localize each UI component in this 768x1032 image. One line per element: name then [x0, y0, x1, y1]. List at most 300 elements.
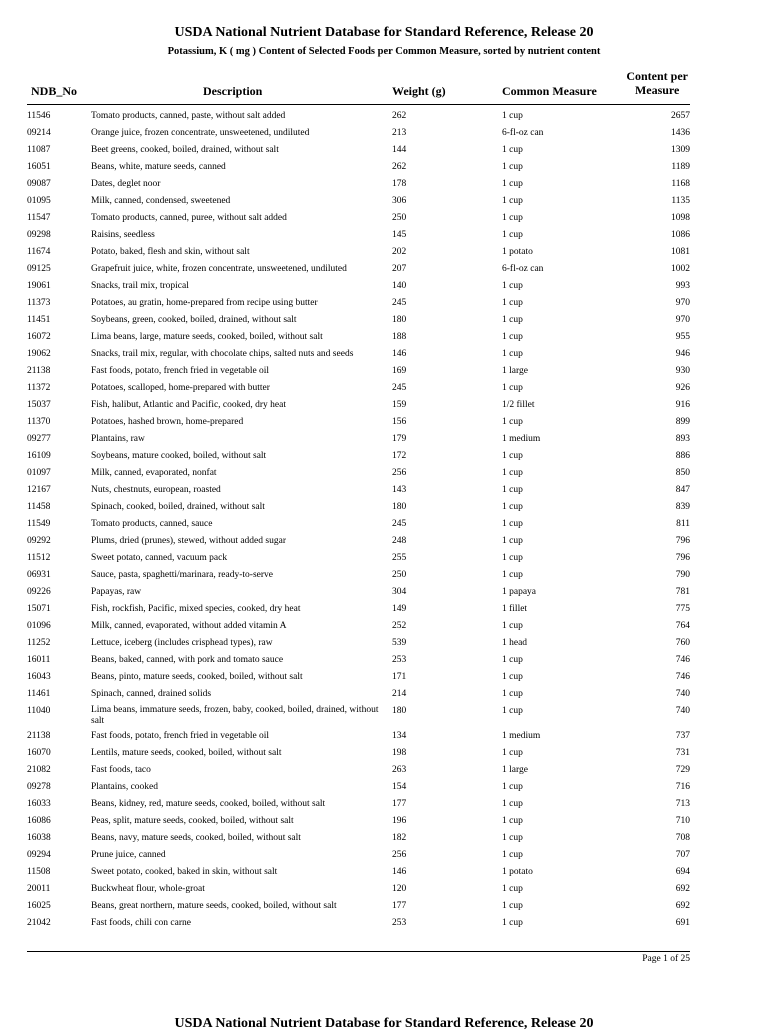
table-row	[0, 745, 768, 762]
content-cell: 694	[675, 867, 690, 877]
ndb-no-cell: 11372	[27, 383, 51, 393]
content-cell: 970	[675, 315, 690, 325]
table-row	[0, 915, 768, 932]
column-header-description: Description	[203, 84, 263, 98]
ndb-no-cell: 01097	[27, 468, 51, 478]
weight-cell: 144	[392, 145, 407, 155]
description-cell: Beans, kidney, red, mature seeds, cooked, boiled, without salt	[91, 799, 326, 809]
content-cell: 1309	[671, 145, 690, 155]
content-cell: 692	[675, 884, 690, 894]
table-row	[0, 210, 768, 227]
content-cell: 764	[675, 621, 690, 631]
ndb-no-cell: 09125	[27, 264, 51, 274]
description-cell: Soybeans, green, cooked, boiled, drained, without salt	[91, 315, 297, 325]
table-row	[0, 176, 768, 193]
content-cell: 946	[675, 349, 690, 359]
table-row	[0, 312, 768, 329]
content-cell: 746	[675, 655, 690, 665]
description-cell: Spinach, canned, drained solids	[91, 689, 212, 699]
header-divider	[27, 104, 690, 105]
page-subtitle: Potassium, K ( mg ) Content of Selected Foods per Common Measure, sorted by nutrient content	[167, 46, 601, 57]
ndb-no-cell: 09292	[27, 536, 51, 546]
description-cell: Plantains, raw	[91, 434, 145, 444]
ndb-no-cell: 11508	[27, 867, 51, 877]
content-cell: 899	[675, 417, 690, 427]
table-row	[0, 652, 768, 669]
description-cell: Beans, great northern, mature seeds, cooked, boiled, without salt	[91, 901, 337, 911]
description-cell: Papayas, raw	[91, 587, 142, 597]
description-cell: Plums, dried (prunes), stewed, without added sugar	[91, 536, 286, 546]
table-row	[0, 244, 768, 261]
common-measure-cell: 1 cup	[502, 621, 523, 631]
weight-cell: 180	[392, 315, 407, 325]
description-cell: Snacks, trail mix, tropical	[91, 281, 189, 291]
column-header-content-line1: Content per	[626, 69, 688, 83]
ndb-no-cell: 16086	[27, 816, 51, 826]
description-cell: Raisins, seedless	[91, 230, 155, 240]
common-measure-cell: 1 cup	[502, 816, 523, 826]
description-cell: Potatoes, scalloped, home-prepared with butter	[91, 383, 270, 393]
table-row	[0, 278, 768, 295]
ndb-no-cell: 16109	[27, 451, 51, 461]
ndb-no-cell: 15071	[27, 604, 51, 614]
content-cell: 993	[675, 281, 690, 291]
ndb-no-cell: 01095	[27, 196, 51, 206]
description-cell: Beans, baked, canned, with pork and tomato sauce	[91, 655, 284, 665]
ndb-no-cell: 11451	[27, 315, 51, 325]
table-row	[0, 550, 768, 567]
table-row	[0, 584, 768, 601]
content-cell: 926	[675, 383, 690, 393]
description-cell: Lima beans, immature seeds, frozen, baby, cooked, boiled, drained, without salt	[91, 705, 379, 726]
description-cell: Milk, canned, condensed, sweetened	[91, 196, 231, 206]
table-row	[0, 533, 768, 550]
table-row	[0, 380, 768, 397]
weight-cell: 154	[392, 782, 407, 792]
content-cell: 893	[675, 434, 690, 444]
content-cell: 740	[675, 689, 690, 699]
content-cell: 850	[675, 468, 690, 478]
common-measure-cell: 1 cup	[502, 179, 523, 189]
ndb-no-cell: 11087	[27, 145, 51, 155]
weight-cell: 250	[392, 570, 407, 580]
ndb-no-cell: 09214	[27, 128, 51, 138]
common-measure-cell: 1 cup	[502, 706, 523, 716]
description-cell: Potatoes, au gratin, home-prepared from recipe using butter	[91, 298, 318, 308]
table-row	[0, 159, 768, 176]
common-measure-cell: 1 potato	[502, 247, 533, 257]
content-cell: 731	[675, 748, 690, 758]
content-cell: 811	[676, 519, 690, 529]
content-cell: 796	[675, 553, 690, 563]
weight-cell: 253	[392, 918, 407, 928]
description-cell: Tomato products, canned, paste, without salt added	[91, 111, 286, 121]
content-cell: 955	[675, 332, 690, 342]
table-row	[0, 363, 768, 380]
ndb-no-cell: 11461	[27, 689, 51, 699]
ndb-no-cell: 11252	[27, 638, 51, 648]
weight-cell: 143	[392, 485, 407, 495]
description-cell: Soybeans, mature cooked, boiled, without salt	[91, 451, 267, 461]
common-measure-cell: 1 cup	[502, 672, 523, 682]
ndb-no-cell: 09298	[27, 230, 51, 240]
common-measure-cell: 1 cup	[502, 748, 523, 758]
table-row	[0, 346, 768, 363]
table-row	[0, 499, 768, 516]
ndb-no-cell: 06931	[27, 570, 51, 580]
table-row	[0, 669, 768, 686]
common-measure-cell: 1 cup	[502, 799, 523, 809]
weight-cell: 179	[392, 434, 407, 444]
common-measure-cell: 6-fl-oz can	[502, 128, 544, 138]
weight-cell: 169	[392, 366, 407, 376]
content-cell: 796	[675, 536, 690, 546]
description-cell: Nuts, chestnuts, european, roasted	[91, 485, 221, 495]
ndb-no-cell: 15037	[27, 400, 51, 410]
weight-cell: 146	[392, 349, 407, 359]
table-row	[0, 830, 768, 847]
common-measure-cell: 1 cup	[502, 196, 523, 206]
content-cell: 760	[675, 638, 690, 648]
content-cell: 775	[675, 604, 690, 614]
ndb-no-cell: 11674	[27, 247, 51, 257]
content-cell: 1135	[671, 196, 690, 206]
table-row	[0, 193, 768, 210]
common-measure-cell: 1 cup	[502, 281, 523, 291]
content-cell: 930	[675, 366, 690, 376]
weight-cell: 214	[392, 689, 407, 699]
ndb-no-cell: 16072	[27, 332, 51, 342]
content-cell: 729	[675, 765, 690, 775]
weight-cell: 245	[392, 383, 407, 393]
description-cell: Beans, pinto, mature seeds, cooked, boiled, without salt	[91, 672, 303, 682]
content-cell: 2657	[671, 111, 690, 121]
weight-cell: 159	[392, 400, 407, 410]
weight-cell: 256	[392, 850, 407, 860]
common-measure-cell: 1 cup	[502, 570, 523, 580]
common-measure-cell: 1 cup	[502, 298, 523, 308]
ndb-no-cell: 19062	[27, 349, 51, 359]
common-measure-cell: 1 cup	[502, 502, 523, 512]
common-measure-cell: 1 large	[502, 366, 528, 376]
table-row	[0, 703, 768, 728]
ndb-no-cell: 09294	[27, 850, 51, 860]
description-cell: Fish, halibut, Atlantic and Pacific, cooked, dry heat	[91, 400, 286, 410]
ndb-no-cell: 21042	[27, 918, 51, 928]
common-measure-cell: 1 medium	[502, 434, 541, 444]
table-row	[0, 125, 768, 142]
description-cell: Orange juice, frozen concentrate, unsweetened, undiluted	[91, 128, 310, 138]
description-cell: Fish, rockfish, Pacific, mixed species, cooked, dry heat	[91, 604, 301, 614]
content-cell: 1168	[671, 179, 690, 189]
common-measure-cell: 1 cup	[502, 850, 523, 860]
content-cell: 790	[675, 570, 690, 580]
description-cell: Beans, white, mature seeds, canned	[91, 162, 226, 172]
weight-cell: 253	[392, 655, 407, 665]
common-measure-cell: 1 head	[502, 638, 528, 648]
weight-cell: 213	[392, 128, 407, 138]
next-page-title: USDA National Nutrient Database for Standard Reference, Release 20	[174, 1016, 594, 1031]
footer-divider	[27, 951, 690, 952]
weight-cell: 177	[392, 799, 407, 809]
content-cell: 707	[675, 850, 690, 860]
table-row	[0, 601, 768, 618]
nutrient-table-body	[0, 108, 768, 932]
weight-cell: 306	[392, 196, 407, 206]
ndb-no-cell: 16038	[27, 833, 51, 843]
weight-cell: 198	[392, 748, 407, 758]
table-row	[0, 762, 768, 779]
content-cell: 1189	[671, 162, 690, 172]
weight-cell: 202	[392, 247, 407, 257]
description-cell: Dates, deglet noor	[91, 179, 161, 189]
ndb-no-cell: 11512	[27, 553, 51, 563]
content-cell: 970	[675, 298, 690, 308]
common-measure-cell: 1 cup	[502, 655, 523, 665]
common-measure-cell: 1 cup	[502, 145, 523, 155]
common-measure-cell: 1 cup	[502, 349, 523, 359]
page-number: Page 1 of 25	[642, 954, 690, 964]
table-row	[0, 847, 768, 864]
weight-cell: 207	[392, 264, 407, 274]
ndb-no-cell: 09226	[27, 587, 51, 597]
ndb-no-cell: 11546	[27, 111, 51, 121]
ndb-no-cell: 16033	[27, 799, 51, 809]
weight-cell: 180	[392, 706, 407, 716]
table-row	[0, 635, 768, 652]
description-cell: Beet greens, cooked, boiled, drained, without salt	[91, 145, 279, 155]
common-measure-cell: 1 cup	[502, 468, 523, 478]
weight-cell: 182	[392, 833, 407, 843]
common-measure-cell: 1 cup	[502, 782, 523, 792]
common-measure-cell: 1/2 fillet	[502, 400, 535, 410]
table-row	[0, 261, 768, 278]
description-cell: Sweet potato, canned, vacuum pack	[91, 553, 228, 563]
ndb-no-cell: 11370	[27, 417, 51, 427]
weight-cell: 178	[392, 179, 407, 189]
table-row	[0, 779, 768, 796]
description-cell: Fast foods, chili con carne	[91, 918, 191, 928]
table-row	[0, 397, 768, 414]
weight-cell: 262	[392, 162, 407, 172]
weight-cell: 188	[392, 332, 407, 342]
content-cell: 1081	[671, 247, 690, 257]
description-cell: Peas, split, mature seeds, cooked, boiled, without salt	[91, 816, 294, 826]
content-cell: 740	[675, 706, 690, 716]
table-row	[0, 686, 768, 703]
table-row	[0, 516, 768, 533]
content-cell: 691	[675, 918, 690, 928]
ndb-no-cell: 11547	[27, 213, 51, 223]
weight-cell: 255	[392, 553, 407, 563]
common-measure-cell: 1 medium	[502, 731, 541, 741]
ndb-no-cell: 21138	[27, 366, 51, 376]
ndb-no-cell: 16070	[27, 748, 51, 758]
table-row	[0, 142, 768, 159]
weight-cell: 252	[392, 621, 407, 631]
table-row	[0, 465, 768, 482]
common-measure-cell: 1 cup	[502, 383, 523, 393]
table-row	[0, 329, 768, 346]
common-measure-cell: 1 papaya	[502, 587, 537, 597]
common-measure-cell: 1 cup	[502, 451, 523, 461]
weight-cell: 172	[392, 451, 407, 461]
description-cell: Spinach, cooked, boiled, drained, without salt	[91, 502, 265, 512]
weight-cell: 171	[392, 672, 407, 682]
column-header-content-per-measure	[626, 69, 688, 97]
weight-cell: 145	[392, 230, 407, 240]
weight-cell: 539	[392, 638, 407, 648]
common-measure-cell: 1 cup	[502, 213, 523, 223]
description-cell: Prune juice, canned	[91, 850, 166, 860]
table-row	[0, 813, 768, 830]
content-cell: 708	[675, 833, 690, 843]
content-cell: 886	[675, 451, 690, 461]
content-cell: 737	[675, 731, 690, 741]
ndb-no-cell: 09277	[27, 434, 51, 444]
description-cell: Potato, baked, flesh and skin, without salt	[91, 247, 250, 257]
weight-cell: 245	[392, 519, 407, 529]
common-measure-cell: 1 cup	[502, 332, 523, 342]
common-measure-cell: 1 potato	[502, 867, 533, 877]
ndb-no-cell: 11373	[27, 298, 51, 308]
weight-cell: 177	[392, 901, 407, 911]
ndb-no-cell: 19061	[27, 281, 51, 291]
description-cell: Plantains, cooked	[91, 782, 159, 792]
description-cell: Potatoes, hashed brown, home-prepared	[91, 417, 244, 427]
weight-cell: 149	[392, 604, 407, 614]
ndb-no-cell: 01096	[27, 621, 51, 631]
content-cell: 1086	[671, 230, 690, 240]
table-row	[0, 431, 768, 448]
description-cell: Snacks, trail mix, regular, with chocolate chips, salted nuts and seeds	[91, 349, 354, 359]
weight-cell: 262	[392, 111, 407, 121]
description-cell: Beans, navy, mature seeds, cooked, boiled, without salt	[91, 833, 301, 843]
common-measure-cell: 1 cup	[502, 417, 523, 427]
common-measure-cell: 1 large	[502, 765, 528, 775]
table-row	[0, 414, 768, 431]
table-row	[0, 567, 768, 584]
content-cell: 1002	[671, 264, 690, 274]
weight-cell: 245	[392, 298, 407, 308]
common-measure-cell: 1 cup	[502, 918, 523, 928]
content-cell: 713	[675, 799, 690, 809]
table-row	[0, 864, 768, 881]
ndb-no-cell: 12167	[27, 485, 51, 495]
common-measure-cell: 1 cup	[502, 884, 523, 894]
content-cell: 692	[675, 901, 690, 911]
table-row	[0, 108, 768, 125]
table-row	[0, 796, 768, 813]
content-cell: 847	[675, 485, 690, 495]
common-measure-cell: 1 cup	[502, 689, 523, 699]
content-cell: 916	[675, 400, 690, 410]
description-cell: Fast foods, taco	[91, 765, 151, 775]
column-header-common-measure: Common Measure	[502, 84, 597, 98]
weight-cell: 250	[392, 213, 407, 223]
description-cell: Lentils, mature seeds, cooked, boiled, without salt	[91, 748, 282, 758]
common-measure-cell: 1 cup	[502, 315, 523, 325]
content-cell: 1436	[671, 128, 690, 138]
ndb-no-cell: 11549	[27, 519, 51, 529]
description-cell: Grapefruit juice, white, frozen concentrate, unsweetened, undiluted	[91, 264, 347, 274]
weight-cell: 156	[392, 417, 407, 427]
weight-cell: 263	[392, 765, 407, 775]
ndb-no-cell: 16025	[27, 901, 51, 911]
common-measure-cell: 1 cup	[502, 901, 523, 911]
common-measure-cell: 1 cup	[502, 519, 523, 529]
description-cell: Sweet potato, cooked, baked in skin, without salt	[91, 867, 278, 877]
common-measure-cell: 1 cup	[502, 536, 523, 546]
column-header-weight: Weight (g)	[392, 84, 446, 98]
column-header-content-line2: Measure	[634, 83, 680, 97]
weight-cell: 248	[392, 536, 407, 546]
weight-cell: 134	[392, 731, 407, 741]
common-measure-cell: 1 cup	[502, 833, 523, 843]
ndb-no-cell: 16011	[27, 655, 51, 665]
page-title: USDA National Nutrient Database for Standard Reference, Release 20	[174, 25, 594, 40]
description-cell: Lettuce, iceberg (includes crisphead types), raw	[91, 638, 273, 648]
weight-cell: 120	[392, 884, 407, 894]
ndb-no-cell: 21082	[27, 765, 51, 775]
description-cell: Tomato products, canned, sauce	[91, 519, 213, 529]
ndb-no-cell: 11458	[27, 502, 51, 512]
ndb-no-cell: 16043	[27, 672, 51, 682]
column-header-ndb-no: NDB_No	[31, 84, 78, 98]
table-row	[0, 898, 768, 915]
ndb-no-cell: 09278	[27, 782, 51, 792]
weight-cell: 146	[392, 867, 407, 877]
description-cell: Milk, canned, evaporated, nonfat	[91, 468, 217, 478]
weight-cell: 256	[392, 468, 407, 478]
weight-cell: 304	[392, 587, 407, 597]
content-cell: 839	[675, 502, 690, 512]
table-row	[0, 881, 768, 898]
content-cell: 781	[675, 587, 690, 597]
content-cell: 1098	[671, 213, 690, 223]
description-cell: Milk, canned, evaporated, without added vitamin A	[91, 621, 287, 631]
content-cell: 710	[675, 816, 690, 826]
description-cell: Lima beans, large, mature seeds, cooked, boiled, without salt	[91, 332, 323, 342]
ndb-no-cell: 20011	[27, 884, 51, 894]
table-row	[0, 227, 768, 244]
description-cell: Sauce, pasta, spaghetti/marinara, ready-to-serve	[91, 570, 274, 580]
content-cell: 746	[675, 672, 690, 682]
common-measure-cell: 6-fl-oz can	[502, 264, 544, 274]
description-cell: Fast foods, potato, french fried in vegetable oil	[91, 366, 270, 376]
table-row	[0, 295, 768, 312]
table-row	[0, 618, 768, 635]
content-cell: 716	[675, 782, 690, 792]
common-measure-cell: 1 cup	[502, 553, 523, 563]
ndb-no-cell: 09087	[27, 179, 51, 189]
ndb-no-cell: 11040	[27, 706, 51, 716]
description-cell: Buckwheat flour, whole-groat	[91, 884, 205, 894]
common-measure-cell: 1 cup	[502, 162, 523, 172]
table-row	[0, 728, 768, 745]
description-cell: Tomato products, canned, puree, without salt added	[91, 213, 287, 223]
common-measure-cell: 1 cup	[502, 485, 523, 495]
common-measure-cell: 1 cup	[502, 230, 523, 240]
ndb-no-cell: 16051	[27, 162, 51, 172]
description-cell: Fast foods, potato, french fried in vegetable oil	[91, 731, 270, 741]
table-row	[0, 448, 768, 465]
weight-cell: 196	[392, 816, 407, 826]
weight-cell: 140	[392, 281, 407, 291]
common-measure-cell: 1 fillet	[502, 604, 528, 614]
ndb-no-cell: 21138	[27, 731, 51, 741]
common-measure-cell: 1 cup	[502, 111, 523, 121]
